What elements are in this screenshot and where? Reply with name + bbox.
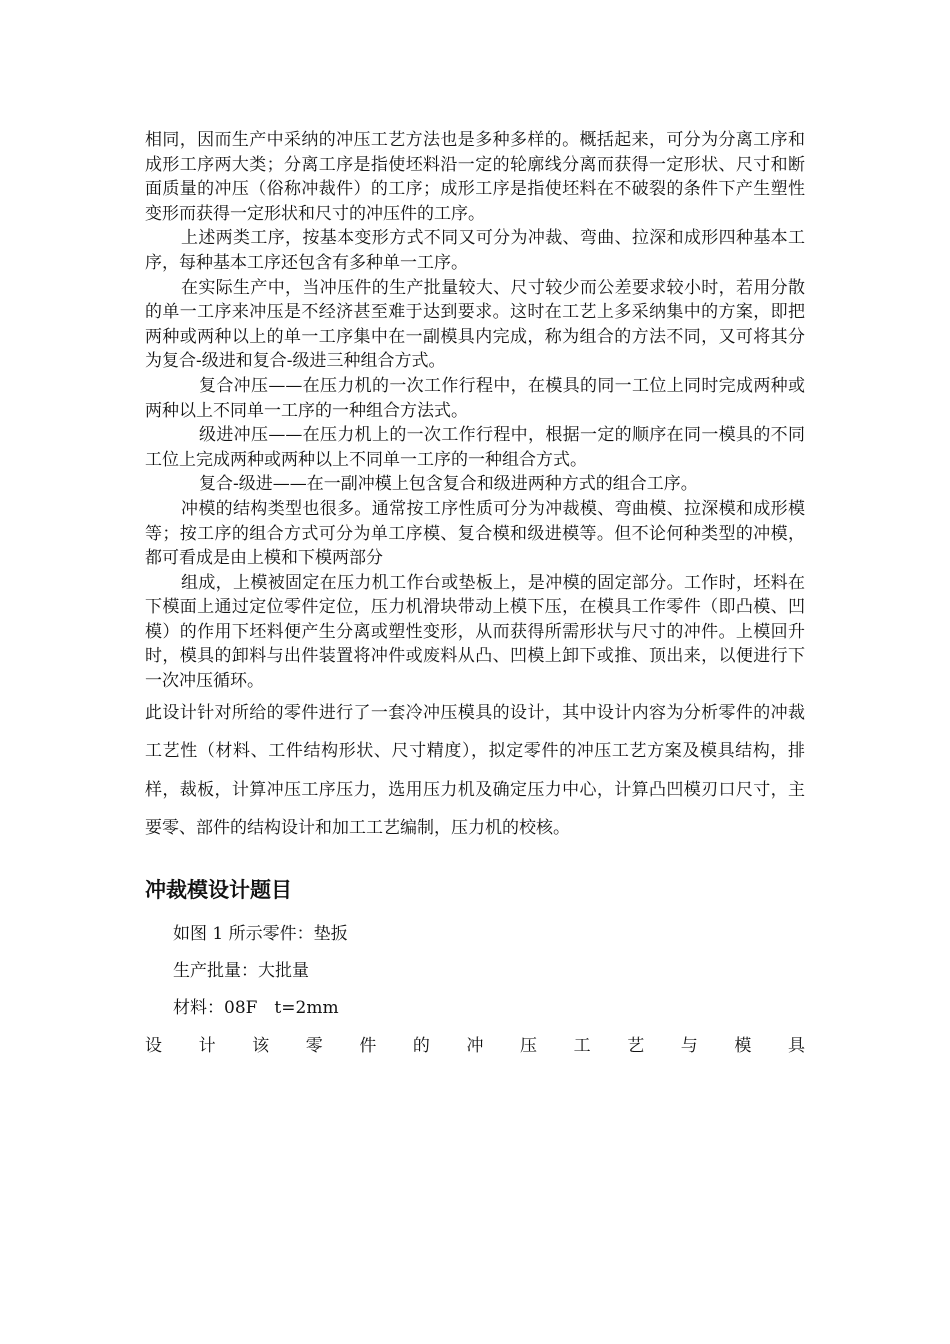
task-char: 零 — [305, 1035, 323, 1056]
task-char: 设 — [145, 1035, 162, 1056]
task-char: 与 — [680, 1035, 698, 1056]
paragraph-compound-stamping: 复合冲压——在压力机的一次工作行程中，在模具的同一工位上同时完成两种或两种以上不同单一工序的一种组合方法式。 — [145, 375, 805, 421]
paragraph-die-structure: 冲模的结构类型也很多。通常按工序性质可分为冲裁模、弯曲模、拉深模和成形模等；按工序的组合方式可分为单工序模、复合模和级进模等。但不论何种类型的冲模，都可看成是由上模和下模两部分 — [145, 498, 805, 569]
task-char: 具 — [787, 1035, 805, 1056]
document-page — [145, 128, 805, 1061]
task-char: 的 — [412, 1035, 430, 1056]
task-char: 冲 — [466, 1035, 484, 1056]
paragraph-compound-progressive: 复合-级进——在一副冲模上包含复合和级进两种方式的组合工序。 — [199, 474, 698, 495]
task-char: 工 — [573, 1035, 591, 1056]
paragraph-basic-processes: 上述两类工序，按基本变形方式不同又可分为冲裁、弯曲、拉深和成形四种基本工序，每种基本工序还包含有多种单一工序。 — [145, 228, 805, 273]
task-line — [145, 1031, 805, 1061]
task-char: 件 — [359, 1035, 377, 1056]
task-char: 计 — [198, 1035, 216, 1056]
paragraph-design-summary: 此设计针对所给的零件进行了一套冷冲压模具的设计，其中设计内容为分析零件的冲裁工艺性（材料、工件结构形状、尺寸精度），拟定零件的冲压工艺方案及模具结构，排样，裁板，计算冲压工序压力，选用压力机及确定压力中心，计算凸凹模刃口尺寸，主要零、部件的结构设计和加工工艺编制，压力机的校核。 — [145, 702, 805, 839]
spec-material: 材料：08F t=2mm — [173, 997, 339, 1018]
spec-part: 如图 1 所示零件：垫扳 — [173, 923, 348, 944]
paragraph-process-types: 相同，因而生产中采纳的冲压工艺方法也是多种多样的。概括起来，可分为分离工序和成形工序两大类；分离工序是指使坯料沿一定的轮廓线分离而获得一定形状、尺寸和断面质量的冲压（俗称冲裁件）的工序；成形工序是指使坯料在不破裂的条件下产生塑性变形而获得一定形状和尺寸的冲压件的工序。 — [145, 130, 805, 224]
paragraph-combined-methods: 在实际生产中，当冲压件的生产批量较大、尺寸较少而公差要求较小时，若用分散的单一工序来冲压是不经济甚至难于达到要求。这时在工艺上多采纳集中的方案，即把两种或两种以上的单一工序集中在一副模具内完成，称为组合的方法不同，又可将其分为复合-级进和复合-级进三种组合方式。 — [145, 277, 805, 372]
paragraph-die-operation: 组成，上模被固定在压力机工作台或垫板上，是冲模的固定部分。工作时，坯料在下模面上通过定位零件定位，压力机滑块带动上模下压，在模具工作零件（即凸模、凹模）的作用下坯料便产生分离或塑性变形，从而获得所需形状与尺寸的冲件。上模回升时，模具的卸料与出件装置将冲件或废料从凸、凹模上卸下或推、顶出来，以便进行下一次冲压循环。 — [145, 572, 805, 692]
section-heading: 冲裁模设计题目 — [145, 877, 292, 902]
task-char: 压 — [520, 1035, 538, 1056]
task-char: 该 — [252, 1035, 270, 1056]
task-char: 艺 — [627, 1035, 645, 1056]
paragraph-progressive-stamping: 级进冲压——在压力机上的一次工作行程中，根据一定的顺序在同一模具的不同工位上完成两种或两种以上不同单一工序的一种组合方式。 — [145, 425, 805, 470]
task-char: 模 — [734, 1035, 752, 1056]
spec-batch: 生产批量：大批量 — [173, 960, 309, 981]
